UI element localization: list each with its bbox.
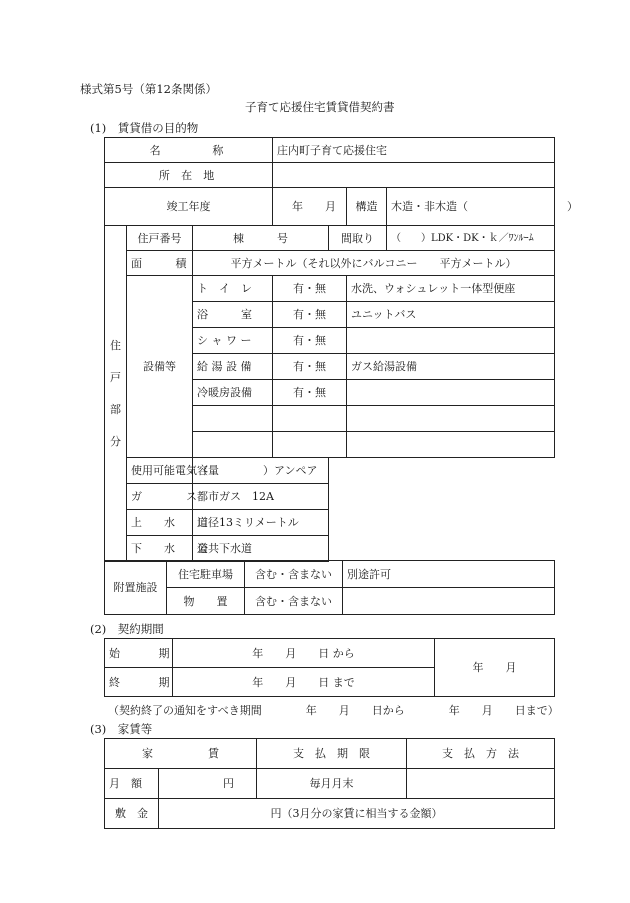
start-label: 始 期 [105,639,173,668]
annex-label: 附置施設 [105,561,167,615]
equipment-avail[interactable] [273,432,347,458]
annex-table [104,560,555,615]
equipment-avail: 有・無 [273,380,347,406]
due-header: 支 払 期 限 [257,739,407,769]
utility-value: （ ）アンペア [193,458,329,484]
section1-heading: (1) 賃貸借の目的物 [90,121,199,135]
dwelling-label: 住戸部分 [105,226,127,562]
layout-value: （ ）LDK・DK・ｋ／ﾜﾝﾙｰﾑ [387,226,555,251]
section3-heading: (3) 家賃等 [90,722,153,736]
equipment-name: 冷暖房設備 [193,380,273,406]
area-label: 面 積 [127,251,193,276]
rent-header: 家 賃 [105,739,257,769]
end-label: 終 期 [105,668,173,697]
name-value: 庄内町子育て応援住宅 [273,138,555,163]
name-label: 名 称 [105,138,273,163]
equipment-avail: 有・無 [273,276,347,302]
utility-value: 口径13ミリメートル [193,510,329,536]
duration-value: 年 月 [435,639,555,697]
due-value: 毎月月末 [257,769,407,799]
annex-name: 物 置 [167,588,245,615]
equipment-avail: 有・無 [273,354,347,380]
form-number: 様式第5号（第12条関係） [80,82,217,96]
utility-name: 使用可能電気容量 [127,458,193,484]
utility-value: 都市ガス 12A [193,484,329,510]
equipment-detail [347,380,555,406]
annex-name: 住宅駐車場 [167,561,245,588]
end-value: 年 月 日 まで [173,668,435,697]
utility-name: 上 水 道 [127,510,193,536]
rent-table [104,738,555,829]
utility-name: ガ ス [127,484,193,510]
annex-note [343,588,555,615]
completion-label: 竣工年度 [105,188,273,226]
equipment-avail: 有・無 [273,328,347,354]
completion-value: 年 月 [273,188,347,226]
monthly-label: 月 額 [105,769,159,799]
annex-option: 含む・含まない [245,561,343,588]
period-table [104,638,555,697]
equipment-detail: ユニットバス [347,302,555,328]
utility-value: 公共下水道 [193,536,329,562]
unit-value: 棟 号 [193,226,329,251]
annex-note: 別途許可 [343,561,555,588]
equipment-avail[interactable] [273,406,347,432]
notice-period: （契約終了の通知をすべき期間 年 月 日から 年 月 日まで） [108,704,559,717]
area-value: 平方メートル（それ以外にバルコニー 平方メートル） [193,251,555,276]
location-value[interactable] [273,163,555,188]
page-title: 子育て応援住宅賃貸借契約書 [245,100,395,114]
utility-name: 下 水 道 [127,536,193,562]
equipment-avail: 有・無 [273,302,347,328]
location-label: 所 在 地 [105,163,273,188]
property-table [104,137,578,562]
section2-heading: (2) 契約期間 [90,622,164,636]
layout-label: 間取り [329,226,387,251]
structure-value: 木造・非木造（ ） [387,188,555,226]
method-value[interactable] [407,769,555,799]
start-value: 年 月 日 から [173,639,435,668]
equipment-detail [347,328,555,354]
equipment-name: シ ャ ワ ー [193,328,273,354]
equipment-name: ト イ レ [193,276,273,302]
equipment-label: 設備等 [127,276,193,458]
structure-label: 構造 [347,188,387,226]
equipment-name[interactable] [193,406,273,432]
deposit-label: 敷 金 [105,799,159,829]
equipment-detail: ガス給湯設備 [347,354,555,380]
annex-option: 含む・含まない [245,588,343,615]
monthly-unit: 円 [159,769,257,799]
equipment-name: 浴 室 [193,302,273,328]
equipment-detail: 水洗、ウォシュレット一体型便座 [347,276,555,302]
equipment-detail[interactable] [347,406,555,432]
method-header: 支 払 方 法 [407,739,555,769]
equipment-name[interactable] [193,432,273,458]
unit-label: 住戸番号 [127,226,193,251]
equipment-name: 給 湯 設 備 [193,354,273,380]
equipment-detail[interactable] [347,432,555,458]
deposit-value: 円（3月分の家賃に相当する金額） [159,799,555,829]
